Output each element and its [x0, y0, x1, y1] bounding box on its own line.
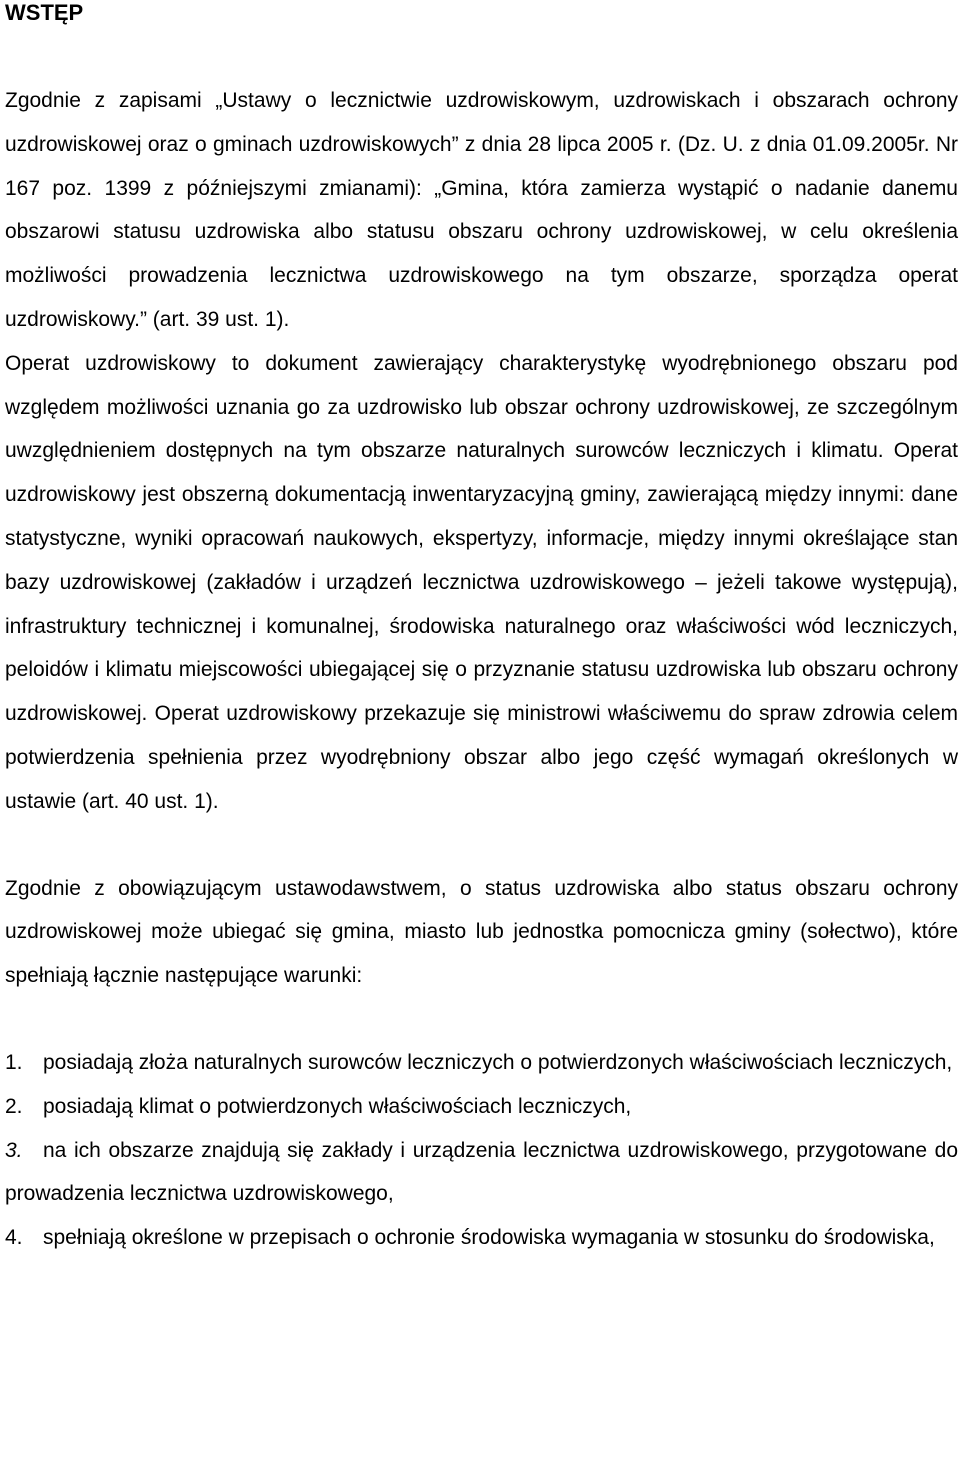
list-item-number: 1.: [5, 1050, 23, 1074]
list-item: [5, 1085, 958, 1129]
list-item-number: 3.: [5, 1138, 23, 1162]
list-item-text: posiadają klimat o potwierdzonych właściwościach leczniczych,: [43, 1094, 632, 1118]
paragraph-legal-basis: Zgodnie z zapisami „Ustawy o lecznictwie uzdrowiskowym, uzdrowiskach i obszarach ochrony uzdrowiskowej oraz o gminach uzdrowiskowych” z dnia 28 lipca 2005 r. (Dz. U. z dnia 01.09.2005r. Nr 167 poz. 1399 z późniejszymi zmianami): „Gmina, która zamierza wystąpić o nadanie danemu obszarowi statusu uzdrowiska albo statusu obszaru ochrony uzdrowiskowej, w celu określenia możliwości prowadzenia lecznictwa uzdrowiskowego na tym obszarze, sporządza operat uzdrowiskowy.” (art. 39 ust. 1).: [5, 89, 958, 331]
list-item: [5, 1041, 958, 1085]
paragraph-operat-description: Operat uzdrowiskowy to dokument zawierający charakterystykę wyodrębnionego obszaru pod względem możliwości uznania go za uzdrowisko lub obszar ochrony uzdrowiskowej, ze szczególnym uwzględnieniem dostępnych na tym obszarze naturalnych surowców leczniczych i klimatu. Operat uzdrowiskowy jest obszerną dokumentacją inwentaryzacyjną gminy, zawierającą między innymi: dane statystyczne, wyniki opracowań naukowych, ekspertyzy, informacje, między innymi określające stan bazy uzdrowiskowej (zakładów i urządzeń lecznictwa uzdrowiskowego – jeżeli takowe występują), infrastruktury technicznej i komunalnej, środowiska naturalnego oraz właściwości wód leczniczych, peloidów i klimatu miejscowości ubiegającej się o przyznanie statusu uzdrowiska lub obszaru ochrony uzdrowiskowej. Operat uzdrowiskowy przekazuje się ministrowi właściwemu do spraw zdrowia celem potwierdzenia spełnienia przez wyodrębniony obszar albo jego część wymagań określonych w ustawie (art. 40 ust. 1).: [5, 351, 958, 813]
document-page: [5, 0, 958, 1260]
list-item: [5, 1129, 958, 1217]
list-item-number: 4.: [5, 1226, 23, 1250]
list-item-text: spełniają określone w przepisach o ochronie środowiska wymagania w stosunku do środowiska,: [43, 1226, 935, 1250]
list-item: [5, 1216, 958, 1260]
list-item-number: 2.: [5, 1094, 23, 1118]
paragraph-conditions-intro: Zgodnie z obowiązującym ustawodawstwem, o status uzdrowiska albo status obszaru ochrony uzdrowiskowej może ubiegać się gmina, miasto lub jednostka pomocnicza gminy (sołectwo), które spełniają łącznie następujące warunki:: [5, 876, 958, 988]
list-item-text: na ich obszarze znajdują się zakłady i urządzenia lecznictwa uzdrowiskowego, przygotowane do prowadzenia lecznictwa uzdrowiskowego,: [5, 1138, 958, 1206]
list-item-text: posiadają złoża naturalnych surowców leczniczych o potwierdzonych właściwościach leczniczych,: [43, 1050, 953, 1074]
conditions-list: [5, 1041, 958, 1260]
section-heading: WSTĘP: [5, 0, 84, 25]
